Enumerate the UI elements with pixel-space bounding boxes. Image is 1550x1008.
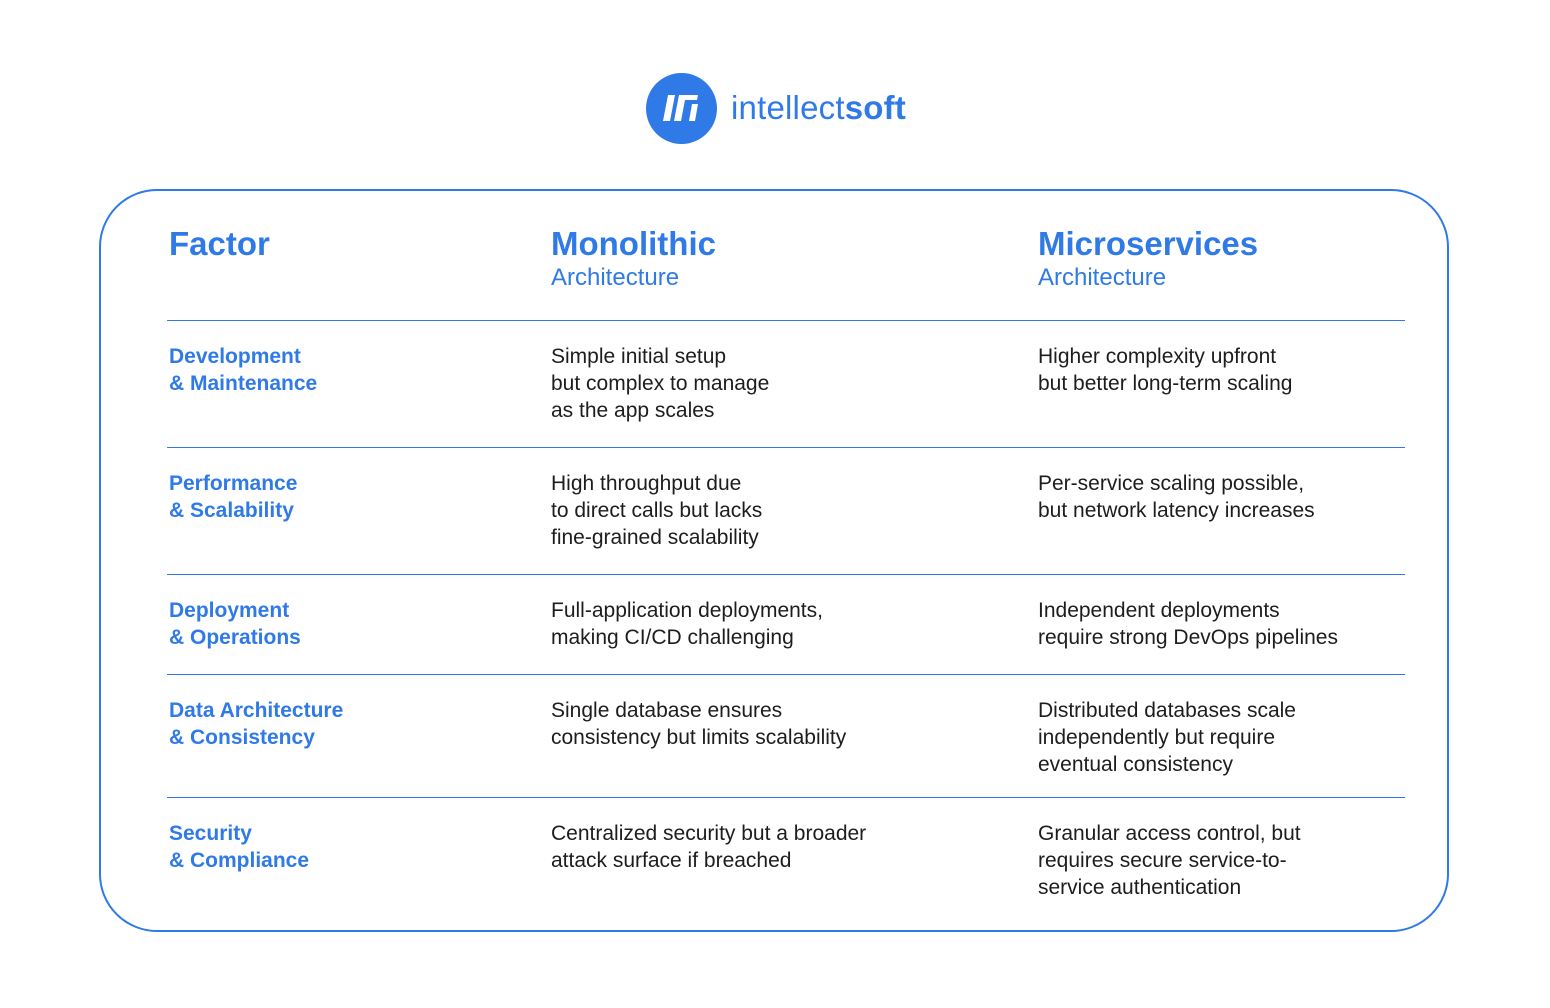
comparison-card <box>99 189 1449 932</box>
microservices-cell: Granular access control, but requires secure service-to- service authentication <box>1038 822 1301 899</box>
table-row <box>167 320 1405 447</box>
factor-label: Deployment & Operations <box>169 599 301 649</box>
header-title: Factor <box>169 225 270 262</box>
header-title: Microservices <box>1038 225 1259 262</box>
microservices-cell: Distributed databases scale independently but require eventual consistency <box>1038 699 1296 776</box>
factor-label: Security & Compliance <box>169 822 310 872</box>
monolithic-cell: Full-application deployments, making CI/CD challenging <box>551 599 823 649</box>
factor-label: Development & Maintenance <box>169 345 318 395</box>
header-title: Monolithic <box>551 225 716 262</box>
microservices-cell: Higher complexity upfront but better long-term scaling <box>1038 345 1293 395</box>
table-row <box>167 574 1405 674</box>
comparison-table <box>167 225 1405 922</box>
monolithic-cell: Centralized security but a broader attack surface if breached <box>551 822 867 872</box>
monolithic-cell: Simple initial setup but complex to manage as the app scales <box>551 345 770 422</box>
brand-name-light: intellect <box>731 89 845 126</box>
monolithic-cell: Single database ensures consistency but limits scalability <box>551 699 847 749</box>
header-subtitle: Architecture <box>1038 264 1167 291</box>
brand-name <box>731 89 906 127</box>
factor-label: Data Architecture & Consistency <box>169 699 344 749</box>
table-row <box>167 797 1405 922</box>
microservices-cell: Per-service scaling possible, but network latency increases <box>1038 472 1315 522</box>
microservices-cell: Independent deployments require strong DevOps pipelines <box>1038 599 1338 649</box>
header-subtitle: Architecture <box>551 264 680 291</box>
intellectsoft-logo-icon <box>646 73 717 144</box>
header-microservices <box>1038 225 1408 293</box>
table-header-row <box>167 225 1405 320</box>
factor-label: Performance & Scalability <box>169 472 298 522</box>
brand-logo <box>646 72 906 144</box>
header-monolithic <box>551 225 991 293</box>
header-factor <box>169 225 270 263</box>
table-row <box>167 674 1405 797</box>
brand-name-bold: soft <box>844 89 906 126</box>
monolithic-cell: High throughput due to direct calls but lacks fine-grained scalability <box>551 472 763 549</box>
table-row <box>167 447 1405 574</box>
